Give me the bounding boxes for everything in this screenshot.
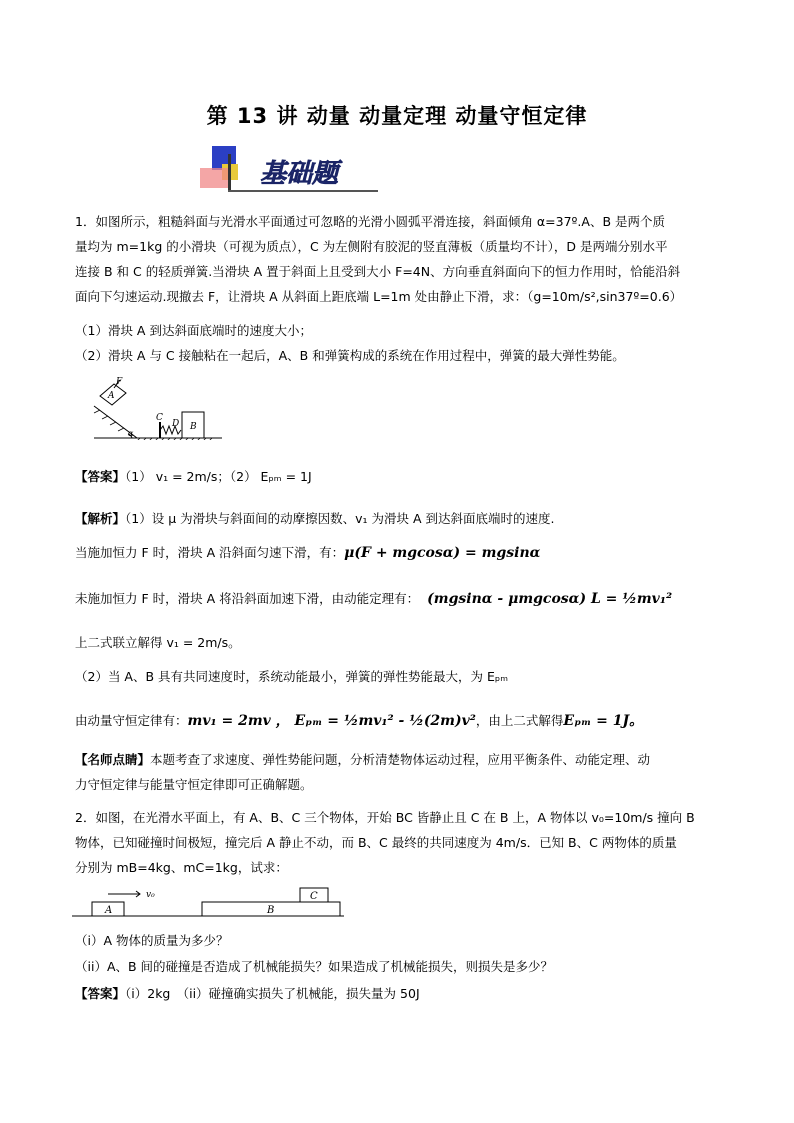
svg-text:A: A xyxy=(108,391,115,401)
svg-text:C: C xyxy=(156,413,163,423)
svg-text:α: α xyxy=(128,429,134,438)
q1-analysis-1: 【解析】（1）设 μ 为滑块与斜面间的动摩擦因数、v₁ 为滑块 A 到达斜面底端时的速度. xyxy=(75,511,555,526)
svg-text:B: B xyxy=(267,905,275,916)
q2-answer: 【答案】（i）2kg （ii）碰撞确实损失了机械能，损失量为 50J xyxy=(75,986,420,1001)
q1-tip-1: 【名师点睛】本题考查了求速度、弹性势能问题，分析清楚物体运动过程，应用平衡条件、动能定理、动 xyxy=(75,752,651,767)
q1-sub1: （1）滑块 A 到达斜面底端时的速度大小； xyxy=(75,323,312,338)
svg-text:v₀: v₀ xyxy=(146,890,155,900)
q1-answer: 【答案】（1） v₁ = 2m/s；（2） Eₚₘ = 1J xyxy=(75,469,312,484)
svg-text:基础题: 基础题 xyxy=(260,159,339,189)
q1-line1: 1．如图所示，粗糙斜面与光滑水平面通过可忽略的光滑小圆弧平滑连接，斜面倾角 α=37º.A、B 是两个质 xyxy=(75,214,666,229)
q1-tip-2: 力守恒定律与能量守恒定律即可正确解题。 xyxy=(75,777,313,792)
svg-text:C: C xyxy=(310,891,318,902)
q1-figure xyxy=(92,376,227,440)
q1-analysis-3: 未施加恒力 F 时，滑块 A 将沿斜面加速下滑，由动能定理有： (mgsinα - μmgcosα) L = ½mv₁² xyxy=(75,591,673,607)
svg-text:B: B xyxy=(190,422,197,432)
q1-analysis-6: 由动量守恒定律有：mv₁ = 2mv ， Eₚₘ = ½mv₁² - ½(2m)v²，由上二式解得Eₚₘ = 1J。 xyxy=(75,713,644,729)
q2-line1: 2．如图，在光滑水平面上，有 A、B、C 三个物体，开始 BC 皆静止且 C 在 B 上，A 物体以 v₀=10m/s 撞向 B xyxy=(75,810,695,825)
svg-text:D: D xyxy=(172,419,180,429)
q2-figure xyxy=(72,884,344,918)
q2-sub2: （ii）A、B 间的碰撞是否造成了机械能损失？如果造成了机械能损失，则损失是多少？ xyxy=(75,959,554,974)
q1-line3: 连接 B 和 C 的轻质弹簧.当滑块 A 置于斜面上且受到大小 F=4N、方向垂直斜面向下的恒力作用时，恰能沿斜 xyxy=(75,264,681,279)
q1-analysis-5: （2）当 A、B 具有共同速度时，系统动能最小，弹簧的弹性势能最大，为 Eₚₘ xyxy=(75,669,509,684)
q2-line3: 分别为 mB=4kg、mC=1kg，试求： xyxy=(75,860,288,875)
section-logo xyxy=(200,146,380,194)
q2-line2: 物体，已知碰撞时间极短，撞完后 A 静止不动，而 B、C 最终的共同速度为 4m/s．已知 B、C 两物体的质量 xyxy=(75,835,677,850)
q1-sub2: （2）滑块 A 与 C 接触粘在一起后，A、B 和弹簧构成的系统在作用过程中，弹簧的最大弹性势能。 xyxy=(75,348,625,363)
q1-line2: 量均为 m=1kg 的小滑块（可视为质点），C 为左侧附有胶泥的竖直薄板（质量均不计），D 是两端分别水平 xyxy=(75,239,668,254)
svg-text:A: A xyxy=(105,905,113,916)
q2-sub1: （i）A 物体的质量为多少？ xyxy=(75,933,229,948)
q1-analysis-2: 当施加恒力 F 时，滑块 A 沿斜面匀速下滑，有：μ(F + mgcosα) = mgsinα xyxy=(75,545,541,561)
q1-line4: 面向下匀速运动.现撤去 F，让滑块 A 从斜面上距底端 L=1m 处由静止下滑，求：（g=10m/s²,sin37º=0.6） xyxy=(75,289,683,304)
q1-analysis-4: 上二式联立解得 v₁ = 2m/s。 xyxy=(75,635,241,650)
svg-text:F: F xyxy=(116,377,123,387)
page-title: 第 13 讲 动量 动量定理 动量守恒定律 xyxy=(206,104,588,128)
